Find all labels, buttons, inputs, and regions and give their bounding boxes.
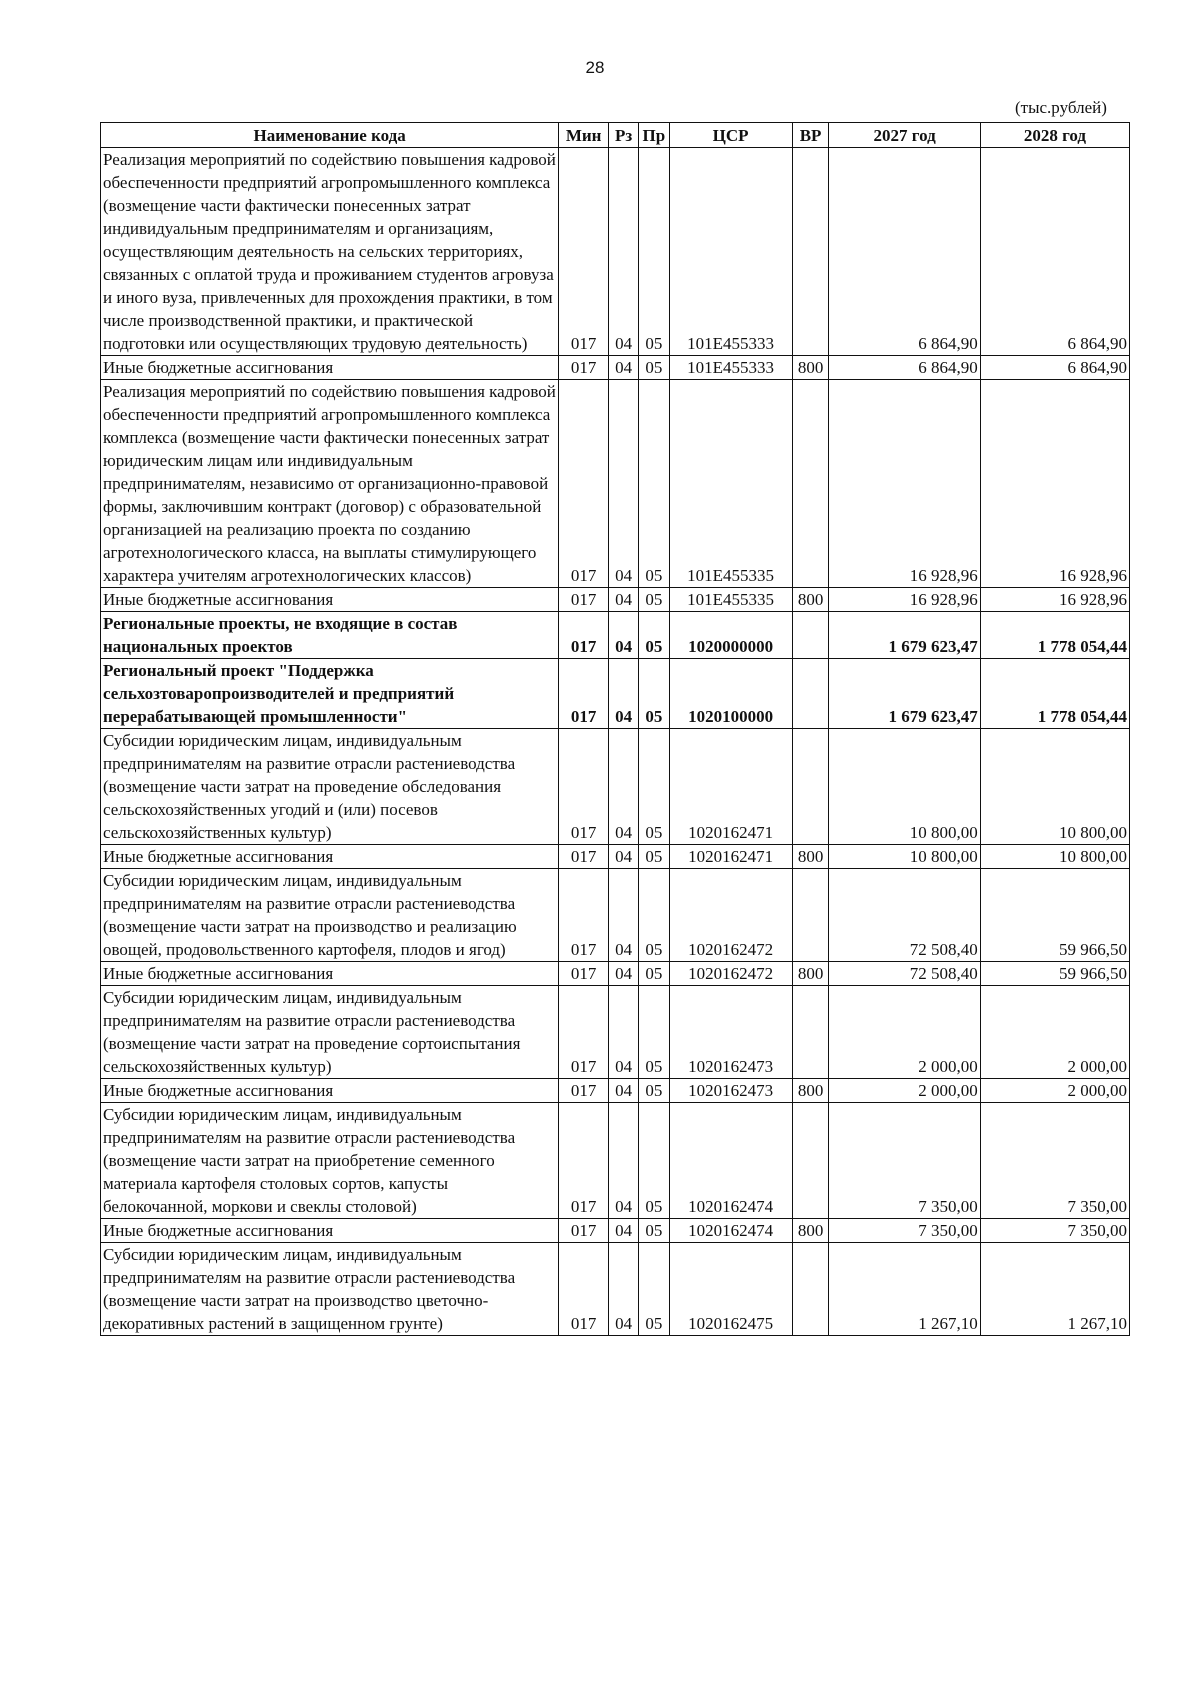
cell-2027: 72 508,40 — [829, 962, 980, 986]
cell-2028: 2 000,00 — [980, 1079, 1129, 1103]
cell-2028: 59 966,50 — [980, 962, 1129, 986]
cell-csr: 101E455335 — [669, 588, 792, 612]
table-row — [101, 1103, 1130, 1219]
cell-name: Иные бюджетные ассигнования — [101, 356, 559, 380]
table-row — [101, 380, 1130, 588]
cell-2027: 16 928,96 — [829, 588, 980, 612]
cell-min: 017 — [559, 356, 609, 380]
cell-name: Субсидии юридическим лицам, индивидуальным предпринимателям на развитие отрасли растениеводства (возмещение части затрат на производство и реализацию овощей, продовольственного картофеля, плодов и ягод) — [101, 869, 559, 962]
cell-csr: 1020162474 — [669, 1103, 792, 1219]
table-row — [101, 148, 1130, 356]
cell-name: Иные бюджетные ассигнования — [101, 1079, 559, 1103]
cell-name: Реализация мероприятий по содействию повышения кадровой обеспеченности предприятий агропромышленного комплекса (возмещение части фактически понесенных затрат индивидуальным предпринимателям и организациям, осуществляющим деятельность на сельских территориях, связанных с оплатой труда и проживанием студентов агровуза и иного вуза, привлеченных для прохождения практики, в том числе производственной практики, и практической подготовки или осуществляющих трудовую деятельность) — [101, 148, 559, 356]
cell-csr: 101E455335 — [669, 380, 792, 588]
cell-vr — [792, 1103, 829, 1219]
cell-pr: 05 — [639, 612, 669, 659]
cell-2027: 10 800,00 — [829, 845, 980, 869]
cell-min: 017 — [559, 588, 609, 612]
cell-2027: 7 350,00 — [829, 1219, 980, 1243]
cell-pr: 05 — [639, 659, 669, 729]
cell-csr: 1020162473 — [669, 1079, 792, 1103]
cell-2027: 6 864,90 — [829, 148, 980, 356]
cell-min: 017 — [559, 986, 609, 1079]
cell-name: Иные бюджетные ассигнования — [101, 962, 559, 986]
cell-rz: 04 — [609, 659, 639, 729]
header-pr: Пр — [639, 123, 669, 148]
cell-rz: 04 — [609, 962, 639, 986]
table-row — [101, 612, 1130, 659]
cell-2028: 2 000,00 — [980, 986, 1129, 1079]
cell-rz: 04 — [609, 729, 639, 845]
cell-pr: 05 — [639, 356, 669, 380]
cell-pr: 05 — [639, 1219, 669, 1243]
cell-pr: 05 — [639, 380, 669, 588]
cell-2028: 1 778 054,44 — [980, 612, 1129, 659]
cell-name: Субсидии юридическим лицам, индивидуальным предпринимателям на развитие отрасли растениеводства (возмещение части затрат на проведение обследования сельскохозяйственных угодий и (или) посевов сельскохозяйственных культур) — [101, 729, 559, 845]
cell-2027: 1 679 623,47 — [829, 612, 980, 659]
cell-rz: 04 — [609, 986, 639, 1079]
cell-csr: 1020162475 — [669, 1243, 792, 1336]
table-row — [101, 869, 1130, 962]
cell-min: 017 — [559, 845, 609, 869]
table-row — [101, 729, 1130, 845]
cell-vr — [792, 869, 829, 962]
cell-vr: 800 — [792, 356, 829, 380]
table-row — [101, 1079, 1130, 1103]
cell-vr — [792, 986, 829, 1079]
table-row — [101, 986, 1130, 1079]
cell-rz: 04 — [609, 869, 639, 962]
cell-2028: 6 864,90 — [980, 148, 1129, 356]
cell-2027: 72 508,40 — [829, 869, 980, 962]
header-rz: Рз — [609, 123, 639, 148]
cell-csr: 1020100000 — [669, 659, 792, 729]
cell-name: Региональный проект "Поддержка сельхозтоваропроизводителей и предприятий перерабатывающей промышленности" — [101, 659, 559, 729]
cell-2027: 1 679 623,47 — [829, 659, 980, 729]
cell-vr: 800 — [792, 845, 829, 869]
table-row — [101, 962, 1130, 986]
cell-rz: 04 — [609, 612, 639, 659]
cell-pr: 05 — [639, 869, 669, 962]
cell-min: 017 — [559, 1079, 609, 1103]
cell-min: 017 — [559, 1243, 609, 1336]
cell-2028: 1 778 054,44 — [980, 659, 1129, 729]
cell-name: Иные бюджетные ассигнования — [101, 845, 559, 869]
cell-csr: 1020162471 — [669, 845, 792, 869]
cell-vr: 800 — [792, 962, 829, 986]
cell-min: 017 — [559, 729, 609, 845]
cell-vr: 800 — [792, 1219, 829, 1243]
cell-2028: 16 928,96 — [980, 380, 1129, 588]
header-name: Наименование кода — [101, 123, 559, 148]
cell-2028: 1 267,10 — [980, 1243, 1129, 1336]
cell-name: Иные бюджетные ассигнования — [101, 1219, 559, 1243]
cell-min: 017 — [559, 659, 609, 729]
table-header-row — [101, 123, 1130, 148]
header-min: Мин — [559, 123, 609, 148]
cell-2027: 10 800,00 — [829, 729, 980, 845]
cell-name: Реализация мероприятий по содействию повышения кадровой обеспеченности предприятий агропромышленного комплекса комплекса (возмещение части фактически понесенных затрат юридическим лицам или индивидуальным предпринимателям, независимо от организационно-правовой формы, заключившим контракт (договор) с образовательной организацией на реализацию проекта по созданию агротехнологического класса, на выплаты стимулирующего характера учителям агротехнологических классов) — [101, 380, 559, 588]
cell-pr: 05 — [639, 148, 669, 356]
cell-min: 017 — [559, 612, 609, 659]
header-csr: ЦСР — [669, 123, 792, 148]
cell-rz: 04 — [609, 1243, 639, 1336]
table-row — [101, 588, 1130, 612]
cell-name: Субсидии юридическим лицам, индивидуальным предпринимателям на развитие отрасли растениеводства (возмещение части затрат на приобретение семенного материала картофеля столовых сортов, капусты белокочанной, моркови и свеклы столовой) — [101, 1103, 559, 1219]
cell-pr: 05 — [639, 1103, 669, 1219]
cell-pr: 05 — [639, 1243, 669, 1336]
cell-csr: 1020162474 — [669, 1219, 792, 1243]
header-2027: 2027 год — [829, 123, 980, 148]
cell-rz: 04 — [609, 845, 639, 869]
cell-2027: 7 350,00 — [829, 1103, 980, 1219]
table-row — [101, 845, 1130, 869]
cell-vr: 800 — [792, 1079, 829, 1103]
cell-pr: 05 — [639, 1079, 669, 1103]
cell-vr — [792, 380, 829, 588]
cell-2028: 7 350,00 — [980, 1103, 1129, 1219]
cell-vr — [792, 659, 829, 729]
cell-min: 017 — [559, 1219, 609, 1243]
units-label: (тыс.рублей) — [1015, 98, 1107, 117]
cell-rz: 04 — [609, 1103, 639, 1219]
cell-vr: 800 — [792, 588, 829, 612]
cell-rz: 04 — [609, 148, 639, 356]
cell-csr: 101E455333 — [669, 356, 792, 380]
cell-rz: 04 — [609, 1219, 639, 1243]
cell-pr: 05 — [639, 845, 669, 869]
cell-pr: 05 — [639, 588, 669, 612]
cell-csr: 1020000000 — [669, 612, 792, 659]
cell-csr: 1020162471 — [669, 729, 792, 845]
cell-rz: 04 — [609, 1079, 639, 1103]
cell-2027: 2 000,00 — [829, 986, 980, 1079]
cell-csr: 101E455333 — [669, 148, 792, 356]
cell-2028: 7 350,00 — [980, 1219, 1129, 1243]
cell-vr — [792, 612, 829, 659]
cell-rz: 04 — [609, 588, 639, 612]
page-number: 28 — [585, 58, 605, 77]
cell-vr — [792, 729, 829, 845]
cell-min: 017 — [559, 1103, 609, 1219]
cell-2027: 16 928,96 — [829, 380, 980, 588]
cell-min: 017 — [559, 148, 609, 356]
cell-rz: 04 — [609, 356, 639, 380]
table-row — [101, 356, 1130, 380]
cell-2028: 59 966,50 — [980, 869, 1129, 962]
cell-csr: 1020162472 — [669, 962, 792, 986]
cell-pr: 05 — [639, 962, 669, 986]
cell-2027: 2 000,00 — [829, 1079, 980, 1103]
cell-2028: 16 928,96 — [980, 588, 1129, 612]
cell-rz: 04 — [609, 380, 639, 588]
cell-min: 017 — [559, 962, 609, 986]
cell-name: Иные бюджетные ассигнования — [101, 588, 559, 612]
cell-min: 017 — [559, 380, 609, 588]
cell-min: 017 — [559, 869, 609, 962]
cell-2028: 6 864,90 — [980, 356, 1129, 380]
cell-vr — [792, 148, 829, 356]
cell-pr: 05 — [639, 729, 669, 845]
cell-csr: 1020162473 — [669, 986, 792, 1079]
cell-2027: 1 267,10 — [829, 1243, 980, 1336]
cell-name: Субсидии юридическим лицам, индивидуальным предпринимателям на развитие отрасли растениеводства (возмещение части затрат на производство цветочно-декоративных растений в защищенном грунте) — [101, 1243, 559, 1336]
header-2028: 2028 год — [980, 123, 1129, 148]
table-row — [101, 1219, 1130, 1243]
budget-table — [100, 122, 1130, 1336]
cell-vr — [792, 1243, 829, 1336]
cell-2027: 6 864,90 — [829, 356, 980, 380]
cell-csr: 1020162472 — [669, 869, 792, 962]
cell-name: Субсидии юридическим лицам, индивидуальным предпринимателям на развитие отрасли растениеводства (возмещение части затрат на проведение сортоиспытания сельскохозяйственных культур) — [101, 986, 559, 1079]
cell-pr: 05 — [639, 986, 669, 1079]
cell-2028: 10 800,00 — [980, 845, 1129, 869]
table-row — [101, 659, 1130, 729]
cell-name: Региональные проекты, не входящие в состав национальных проектов — [101, 612, 559, 659]
header-vr: ВР — [792, 123, 829, 148]
cell-2028: 10 800,00 — [980, 729, 1129, 845]
table-row — [101, 1243, 1130, 1336]
